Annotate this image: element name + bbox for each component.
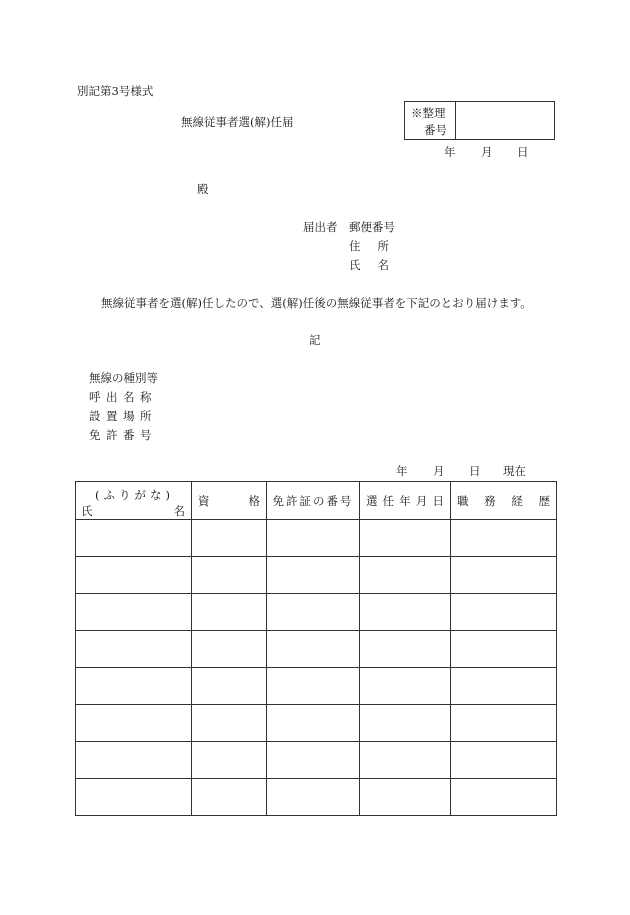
management-box-divider (455, 102, 456, 139)
cell-appointment-date[interactable] (360, 557, 451, 594)
address-label: 住所 (349, 239, 406, 253)
cell-qualification[interactable] (192, 631, 267, 668)
as-of-month-label: 月 (433, 464, 445, 478)
table-row (76, 742, 557, 779)
cell-license-number[interactable] (267, 742, 360, 779)
table-row (76, 557, 557, 594)
date-day-label: 日 (517, 145, 529, 159)
field-radio-type: 無線の種別等 (89, 371, 158, 385)
header-appt-4: 月 (415, 493, 428, 508)
cell-name[interactable] (76, 594, 192, 631)
declaration-text: 無線従事者を選(解)任したので、選(解)任後の無線従事者を下記のとおり届けます。 (101, 296, 532, 310)
cell-name[interactable] (76, 779, 192, 816)
name-label: 氏名 (349, 258, 406, 272)
cell-career[interactable] (451, 594, 557, 631)
header-appt-2: 任 (382, 493, 395, 508)
cell-appointment-date[interactable] (360, 742, 451, 779)
header-qualification-2: 格 (248, 493, 260, 508)
cell-qualification[interactable] (192, 779, 267, 816)
cell-qualification[interactable] (192, 668, 267, 705)
header-appt-1: 選 (366, 493, 378, 508)
header-appointment-date (360, 482, 451, 520)
header-career-3: 経 (511, 493, 523, 508)
field-license-number: 免許番号 (89, 428, 157, 442)
cell-appointment-date[interactable] (360, 520, 451, 557)
header-name-left: 氏 (81, 504, 93, 518)
cell-name[interactable] (76, 705, 192, 742)
cell-name[interactable] (76, 557, 192, 594)
cell-name[interactable] (76, 668, 192, 705)
header-qualification (192, 482, 267, 520)
cell-appointment-date[interactable] (360, 631, 451, 668)
management-label-line2: 番号 (424, 123, 447, 137)
cell-qualification[interactable] (192, 594, 267, 631)
cell-qualification[interactable] (192, 705, 267, 742)
cell-career[interactable] (451, 631, 557, 668)
applicant-label: 届出者 (303, 220, 338, 234)
cell-license-number[interactable] (267, 520, 360, 557)
cell-license-number[interactable] (267, 668, 360, 705)
addressee-honorific: 殿 (197, 182, 209, 196)
header-career (451, 482, 557, 520)
cell-appointment-date[interactable] (360, 594, 451, 631)
header-name-right: 名 (173, 504, 185, 518)
table-body (76, 520, 557, 816)
header-license-number-text: 免許証の番号 (272, 493, 354, 508)
cell-appointment-date[interactable] (360, 668, 451, 705)
cell-license-number[interactable] (267, 631, 360, 668)
header-career-4: 歴 (538, 493, 550, 508)
table-row (76, 520, 557, 557)
header-career-2: 務 (484, 493, 496, 508)
management-label-line1: ※整理 (411, 106, 446, 120)
cell-license-number[interactable] (267, 557, 360, 594)
table-row (76, 668, 557, 705)
form-number: 別記第3号様式 (77, 84, 154, 98)
table-header-row (76, 482, 557, 520)
table-row (76, 631, 557, 668)
as-of-suffix: 現在 (503, 464, 526, 478)
cell-qualification[interactable] (192, 557, 267, 594)
ki-heading: 記 (309, 333, 321, 347)
form-title: 無線従事者選(解)任届 (181, 115, 294, 129)
header-qualification-1: 資 (198, 493, 210, 508)
field-call-sign: 呼出名称 (89, 390, 157, 404)
header-career-1: 職 (457, 493, 469, 508)
cell-name[interactable] (76, 742, 192, 779)
date-month-label: 月 (481, 145, 493, 159)
date-year-label: 年 (444, 145, 456, 159)
cell-name[interactable] (76, 631, 192, 668)
cell-appointment-date[interactable] (360, 779, 451, 816)
operator-table (75, 481, 557, 816)
postal-code-label: 郵便番号 (349, 220, 395, 234)
table-row (76, 594, 557, 631)
cell-career[interactable] (451, 520, 557, 557)
cell-career[interactable] (451, 668, 557, 705)
header-license-number (267, 482, 360, 520)
management-number-box (404, 101, 555, 140)
cell-license-number[interactable] (267, 779, 360, 816)
header-appt-3: 年 (399, 493, 411, 508)
header-appt-5: 日 (432, 493, 444, 508)
header-furigana: (ふりがな) (95, 488, 174, 502)
cell-career[interactable] (451, 705, 557, 742)
cell-career[interactable] (451, 742, 557, 779)
field-installation-place: 設置場所 (89, 409, 157, 423)
cell-career[interactable] (451, 557, 557, 594)
cell-qualification[interactable] (192, 742, 267, 779)
cell-license-number[interactable] (267, 705, 360, 742)
table-row (76, 779, 557, 816)
table-row (76, 705, 557, 742)
header-name (76, 482, 192, 520)
cell-license-number[interactable] (267, 594, 360, 631)
cell-appointment-date[interactable] (360, 705, 451, 742)
cell-career[interactable] (451, 779, 557, 816)
as-of-day-label: 日 (469, 464, 481, 478)
as-of-year-label: 年 (396, 464, 408, 478)
cell-name[interactable] (76, 520, 192, 557)
cell-qualification[interactable] (192, 520, 267, 557)
